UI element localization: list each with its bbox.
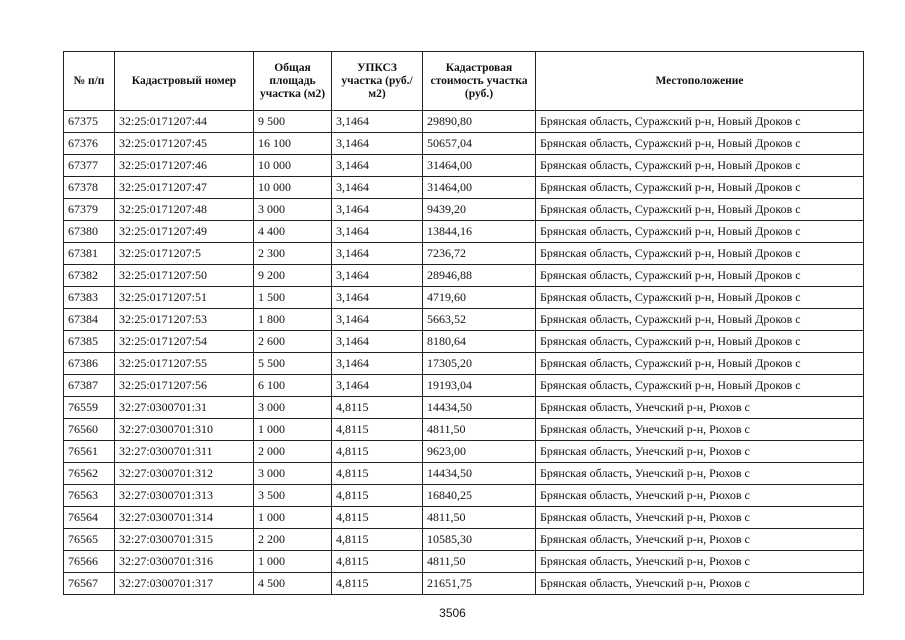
cadastral-value-cell: 17305,20 bbox=[423, 353, 536, 375]
cadastral-table bbox=[63, 51, 864, 595]
cadastral-number-cell: 32:25:0171207:44 bbox=[115, 111, 254, 133]
upksz-cell: 3,1464 bbox=[332, 177, 423, 199]
cadastral-number-cell: 32:27:0300701:315 bbox=[115, 529, 254, 551]
row-number-cell: 67385 bbox=[64, 331, 115, 353]
upksz-cell: 3,1464 bbox=[332, 133, 423, 155]
row-number-cell: 76560 bbox=[64, 419, 115, 441]
cadastral-number-cell: 32:25:0171207:49 bbox=[115, 221, 254, 243]
area-cell: 2 600 bbox=[254, 331, 332, 353]
row-number-cell: 67380 bbox=[64, 221, 115, 243]
location-cell: Брянская область, Унечский р-н, Рюхов с bbox=[536, 507, 864, 529]
table-row bbox=[64, 309, 864, 331]
row-number-cell: 76563 bbox=[64, 485, 115, 507]
row-number-cell: 67381 bbox=[64, 243, 115, 265]
header-cell-area: Общая площадь участка (м2) bbox=[254, 52, 332, 111]
area-cell: 3 500 bbox=[254, 485, 332, 507]
cadastral-value-cell: 4719,60 bbox=[423, 287, 536, 309]
upksz-cell: 4,8115 bbox=[332, 551, 423, 573]
table-header bbox=[64, 52, 864, 111]
table-row bbox=[64, 419, 864, 441]
upksz-cell: 4,8115 bbox=[332, 419, 423, 441]
location-cell: Брянская область, Суражский р-н, Новый Дроков с bbox=[536, 221, 864, 243]
header-cell-cadastral-number: Кадастровый номер bbox=[115, 52, 254, 111]
upksz-cell: 3,1464 bbox=[332, 155, 423, 177]
area-cell: 1 000 bbox=[254, 419, 332, 441]
upksz-cell: 3,1464 bbox=[332, 331, 423, 353]
cadastral-value-cell: 5663,52 bbox=[423, 309, 536, 331]
location-cell: Брянская область, Унечский р-н, Рюхов с bbox=[536, 419, 864, 441]
location-cell: Брянская область, Суражский р-н, Новый Дроков с bbox=[536, 375, 864, 397]
table-row bbox=[64, 463, 864, 485]
cadastral-value-cell: 31464,00 bbox=[423, 177, 536, 199]
cadastral-number-cell: 32:27:0300701:313 bbox=[115, 485, 254, 507]
header-row bbox=[64, 52, 864, 111]
cadastral-number-cell: 32:27:0300701:311 bbox=[115, 441, 254, 463]
upksz-cell: 4,8115 bbox=[332, 441, 423, 463]
table-row bbox=[64, 375, 864, 397]
row-number-cell: 67386 bbox=[64, 353, 115, 375]
table-row bbox=[64, 529, 864, 551]
cadastral-number-cell: 32:25:0171207:55 bbox=[115, 353, 254, 375]
upksz-cell: 3,1464 bbox=[332, 243, 423, 265]
location-cell: Брянская область, Унечский р-н, Рюхов с bbox=[536, 551, 864, 573]
area-cell: 2 200 bbox=[254, 529, 332, 551]
upksz-cell: 3,1464 bbox=[332, 309, 423, 331]
location-cell: Брянская область, Унечский р-н, Рюхов с bbox=[536, 397, 864, 419]
area-cell: 1 500 bbox=[254, 287, 332, 309]
location-cell: Брянская область, Суражский р-н, Новый Дроков с bbox=[536, 155, 864, 177]
table-row bbox=[64, 441, 864, 463]
row-number-cell: 67387 bbox=[64, 375, 115, 397]
cadastral-number-cell: 32:25:0171207:53 bbox=[115, 309, 254, 331]
table-row bbox=[64, 199, 864, 221]
table-row bbox=[64, 133, 864, 155]
cadastral-number-cell: 32:25:0171207:5 bbox=[115, 243, 254, 265]
location-cell: Брянская область, Унечский р-н, Рюхов с bbox=[536, 441, 864, 463]
row-number-cell: 67376 bbox=[64, 133, 115, 155]
table-row bbox=[64, 551, 864, 573]
cadastral-value-cell: 4811,50 bbox=[423, 507, 536, 529]
row-number-cell: 67383 bbox=[64, 287, 115, 309]
table-row bbox=[64, 331, 864, 353]
area-cell: 1 000 bbox=[254, 507, 332, 529]
location-cell: Брянская область, Суражский р-н, Новый Дроков с bbox=[536, 331, 864, 353]
location-cell: Брянская область, Суражский р-н, Новый Дроков с bbox=[536, 287, 864, 309]
area-cell: 10 000 bbox=[254, 155, 332, 177]
row-number-cell: 67377 bbox=[64, 155, 115, 177]
row-number-cell: 76566 bbox=[64, 551, 115, 573]
cadastral-value-cell: 16840,25 bbox=[423, 485, 536, 507]
upksz-cell: 4,8115 bbox=[332, 529, 423, 551]
area-cell: 2 000 bbox=[254, 441, 332, 463]
location-cell: Брянская область, Унечский р-н, Рюхов с bbox=[536, 485, 864, 507]
table-row bbox=[64, 265, 864, 287]
cadastral-value-cell: 21651,75 bbox=[423, 573, 536, 595]
row-number-cell: 67384 bbox=[64, 309, 115, 331]
cadastral-value-cell: 50657,04 bbox=[423, 133, 536, 155]
row-number-cell: 76561 bbox=[64, 441, 115, 463]
cadastral-value-cell: 7236,72 bbox=[423, 243, 536, 265]
header-cell-location: Местоположение bbox=[536, 52, 864, 111]
cadastral-value-cell: 9623,00 bbox=[423, 441, 536, 463]
cadastral-value-cell: 28946,88 bbox=[423, 265, 536, 287]
cadastral-value-cell: 14434,50 bbox=[423, 463, 536, 485]
location-cell: Брянская область, Суражский р-н, Новый Дроков с bbox=[536, 111, 864, 133]
area-cell: 3 000 bbox=[254, 199, 332, 221]
cadastral-value-cell: 13844,16 bbox=[423, 221, 536, 243]
location-cell: Брянская область, Унечский р-н, Рюхов с bbox=[536, 463, 864, 485]
area-cell: 3 000 bbox=[254, 463, 332, 485]
table-row bbox=[64, 397, 864, 419]
upksz-cell: 3,1464 bbox=[332, 199, 423, 221]
location-cell: Брянская область, Унечский р-н, Рюхов с bbox=[536, 529, 864, 551]
upksz-cell: 3,1464 bbox=[332, 265, 423, 287]
cadastral-number-cell: 32:25:0171207:46 bbox=[115, 155, 254, 177]
row-number-cell: 67379 bbox=[64, 199, 115, 221]
table-row bbox=[64, 287, 864, 309]
area-cell: 10 000 bbox=[254, 177, 332, 199]
cadastral-number-cell: 32:25:0171207:47 bbox=[115, 177, 254, 199]
upksz-cell: 3,1464 bbox=[332, 353, 423, 375]
area-cell: 9 500 bbox=[254, 111, 332, 133]
row-number-cell: 76567 bbox=[64, 573, 115, 595]
header-cell-number: № п/п bbox=[64, 52, 115, 111]
cadastral-value-cell: 4811,50 bbox=[423, 419, 536, 441]
upksz-cell: 4,8115 bbox=[332, 485, 423, 507]
cadastral-number-cell: 32:27:0300701:314 bbox=[115, 507, 254, 529]
upksz-cell: 3,1464 bbox=[332, 111, 423, 133]
cadastral-number-cell: 32:25:0171207:48 bbox=[115, 199, 254, 221]
cadastral-number-cell: 32:27:0300701:31 bbox=[115, 397, 254, 419]
cadastral-value-cell: 10585,30 bbox=[423, 529, 536, 551]
location-cell: Брянская область, Суражский р-н, Новый Дроков с bbox=[536, 309, 864, 331]
location-cell: Брянская область, Суражский р-н, Новый Дроков с bbox=[536, 243, 864, 265]
area-cell: 1 000 bbox=[254, 551, 332, 573]
row-number-cell: 67382 bbox=[64, 265, 115, 287]
page-number: 3506 bbox=[439, 606, 466, 620]
upksz-cell: 3,1464 bbox=[332, 221, 423, 243]
cadastral-value-cell: 31464,00 bbox=[423, 155, 536, 177]
table-row bbox=[64, 177, 864, 199]
table-row bbox=[64, 485, 864, 507]
upksz-cell: 4,8115 bbox=[332, 573, 423, 595]
cadastral-value-cell: 19193,04 bbox=[423, 375, 536, 397]
table-row bbox=[64, 221, 864, 243]
table-row bbox=[64, 353, 864, 375]
table-row bbox=[64, 507, 864, 529]
cadastral-number-cell: 32:27:0300701:312 bbox=[115, 463, 254, 485]
area-cell: 4 400 bbox=[254, 221, 332, 243]
header-cell-upksz: УПКСЗ участка (руб./м2) bbox=[332, 52, 423, 111]
cadastral-value-cell: 9439,20 bbox=[423, 199, 536, 221]
cadastral-number-cell: 32:25:0171207:51 bbox=[115, 287, 254, 309]
row-number-cell: 76564 bbox=[64, 507, 115, 529]
upksz-cell: 3,1464 bbox=[332, 287, 423, 309]
upksz-cell: 3,1464 bbox=[332, 375, 423, 397]
location-cell: Брянская область, Суражский р-н, Новый Дроков с bbox=[536, 133, 864, 155]
upksz-cell: 4,8115 bbox=[332, 397, 423, 419]
header-cell-cadastral-value: Кадастровая стоимость участка (руб.) bbox=[423, 52, 536, 111]
cadastral-number-cell: 32:25:0171207:54 bbox=[115, 331, 254, 353]
cadastral-number-cell: 32:27:0300701:316 bbox=[115, 551, 254, 573]
area-cell: 16 100 bbox=[254, 133, 332, 155]
row-number-cell: 76565 bbox=[64, 529, 115, 551]
row-number-cell: 67378 bbox=[64, 177, 115, 199]
cadastral-number-cell: 32:27:0300701:310 bbox=[115, 419, 254, 441]
cadastral-number-cell: 32:27:0300701:317 bbox=[115, 573, 254, 595]
table-body bbox=[64, 111, 864, 595]
area-cell: 5 500 bbox=[254, 353, 332, 375]
location-cell: Брянская область, Суражский р-н, Новый Дроков с bbox=[536, 265, 864, 287]
cadastral-value-cell: 4811,50 bbox=[423, 551, 536, 573]
location-cell: Брянская область, Суражский р-н, Новый Дроков с bbox=[536, 353, 864, 375]
area-cell: 4 500 bbox=[254, 573, 332, 595]
upksz-cell: 4,8115 bbox=[332, 507, 423, 529]
cadastral-number-cell: 32:25:0171207:45 bbox=[115, 133, 254, 155]
location-cell: Брянская область, Суражский р-н, Новый Дроков с bbox=[536, 177, 864, 199]
row-number-cell: 67375 bbox=[64, 111, 115, 133]
row-number-cell: 76559 bbox=[64, 397, 115, 419]
table-row bbox=[64, 111, 864, 133]
cadastral-value-cell: 8180,64 bbox=[423, 331, 536, 353]
cadastral-number-cell: 32:25:0171207:50 bbox=[115, 265, 254, 287]
cadastral-number-cell: 32:25:0171207:56 bbox=[115, 375, 254, 397]
area-cell: 3 000 bbox=[254, 397, 332, 419]
table-row bbox=[64, 243, 864, 265]
cadastral-value-cell: 14434,50 bbox=[423, 397, 536, 419]
location-cell: Брянская область, Унечский р-н, Рюхов с bbox=[536, 573, 864, 595]
area-cell: 1 800 bbox=[254, 309, 332, 331]
location-cell: Брянская область, Суражский р-н, Новый Дроков с bbox=[536, 199, 864, 221]
row-number-cell: 76562 bbox=[64, 463, 115, 485]
cadastral-value-cell: 29890,80 bbox=[423, 111, 536, 133]
upksz-cell: 4,8115 bbox=[332, 463, 423, 485]
area-cell: 6 100 bbox=[254, 375, 332, 397]
area-cell: 2 300 bbox=[254, 243, 332, 265]
table-row bbox=[64, 573, 864, 595]
table-row bbox=[64, 155, 864, 177]
area-cell: 9 200 bbox=[254, 265, 332, 287]
